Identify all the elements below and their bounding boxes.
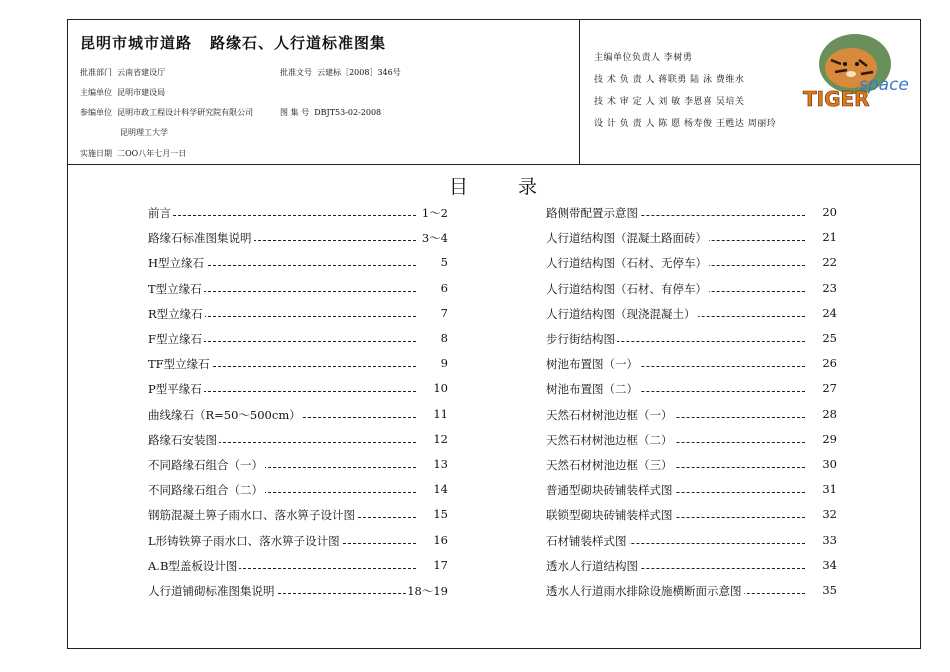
toc-entry	[148, 230, 448, 250]
toc-entry-page: 14	[433, 482, 448, 497]
toc-entry	[148, 583, 448, 603]
title-block	[68, 20, 920, 165]
toc-entry	[148, 205, 448, 225]
toc-entry	[148, 407, 448, 427]
tigerspace-logo	[801, 30, 913, 110]
approval-doc	[280, 67, 401, 78]
title-block-left	[68, 20, 580, 164]
toc-entry	[546, 331, 837, 351]
toc-entry-label: 前言	[148, 206, 171, 220]
toc-entry	[546, 230, 837, 250]
toc-entry-page: 28	[822, 406, 837, 421]
toc-entry-label: 天然石材树池边框（一）	[546, 407, 673, 422]
staff-line-1: 主编单位负责人 李树勇	[594, 53, 693, 63]
approval-dept-value: 云南省建设厅	[117, 68, 166, 77]
toc-entry-label: TF型立缘石	[148, 357, 210, 372]
toc-entry-label: 天然石材树池边框（三）	[546, 458, 673, 472]
toc-entry-label: 人行道铺砌标准图集说明	[148, 584, 275, 598]
toc-entry	[546, 482, 837, 502]
toc-entry-page: 33	[822, 532, 837, 547]
toc-entry-label: 路侧带配置示意图	[546, 206, 638, 220]
toc-entry-label: 路缘石安装图	[148, 432, 217, 447]
effective-date-label: 实施日期	[80, 149, 112, 158]
toc-entry-label: A.B型盖板设计图	[148, 558, 238, 573]
toc-entry-page: 27	[822, 381, 837, 396]
toc-entry-label: 树池布置图（一）	[546, 357, 638, 372]
toc-entry-page: 5	[440, 255, 448, 270]
editor-unit-value: 昆明市建设局	[117, 88, 166, 97]
toc-entry	[546, 407, 837, 427]
approval-doc-label: 批准文号	[280, 68, 312, 77]
atlas-title-part1: 昆明市城市道路	[80, 34, 193, 52]
toc-entry	[546, 583, 837, 603]
toc-entry-page: 8	[440, 331, 448, 345]
toc-entry-page: 21	[822, 230, 837, 245]
effective-date	[80, 148, 186, 159]
drawing-frame	[67, 19, 921, 649]
toc-entry	[546, 306, 837, 326]
toc-entry-label: 曲线缘石（R=50～500cm）	[148, 407, 301, 422]
toc-title-char-2: 录	[518, 176, 540, 198]
logo-text-tiger: TIGER	[803, 87, 870, 110]
toc-entry	[148, 432, 448, 452]
toc-entry-page: 22	[822, 255, 837, 270]
approval-dept	[80, 67, 165, 78]
toc-entry-page: 29	[822, 431, 837, 446]
toc-entry	[546, 205, 837, 225]
toc-entry-page: 20	[822, 205, 837, 219]
toc-entry-label: F型立缘石	[148, 332, 202, 346]
toc-entry-page: 24	[822, 305, 837, 320]
title-block-right	[580, 20, 920, 164]
toc-entry-page: 26	[822, 356, 837, 371]
effective-date-value: 二OO八年七月一日	[117, 149, 187, 158]
atlas-number-label: 图 集 号	[280, 108, 310, 117]
participating-label: 参编单位	[80, 108, 112, 117]
toc-entry	[546, 281, 837, 301]
toc-entry-label: 树池布置图（二）	[546, 382, 638, 397]
toc-entry-page: 10	[433, 381, 448, 396]
toc-entry-label: H型立缘石	[148, 256, 205, 271]
toc-entry	[148, 558, 448, 578]
staff-line-4: 设 计 负 责 人 陈 愿 杨寿俊 王甦达 周丽玲	[594, 119, 777, 129]
participating-unit-2: 昆明理工大学	[120, 128, 168, 137]
toc-entry-label: 人行道结构图（石材、无停车）	[546, 256, 707, 271]
logo-text-space: space	[859, 75, 909, 95]
toc-entry	[148, 457, 448, 477]
toc-entry	[546, 356, 837, 376]
toc-entry-page: 15	[433, 507, 448, 522]
toc-entry-label: 透水人行道雨水排除设施横断面示意图	[546, 584, 742, 598]
toc-entry-label: T型立缘石	[148, 281, 202, 296]
toc-entry-page: 9	[440, 356, 448, 371]
toc-entry-page: 35	[822, 583, 837, 597]
atlas-title-part2: 路缘石、人行道标准图集	[210, 34, 387, 52]
toc-entry-label: 步行街结构图	[546, 332, 615, 346]
toc-entry	[546, 533, 837, 553]
approval-doc-value: 云建标［2008］346号	[317, 68, 401, 77]
toc-entry-page: 25	[822, 331, 837, 345]
toc-entry-page: 17	[433, 557, 448, 572]
toc-entry	[148, 356, 448, 376]
participating-units	[80, 107, 253, 118]
toc-entry-label: 人行道结构图（现浇混凝土）	[546, 306, 696, 321]
toc-entry	[546, 381, 837, 401]
atlas-title	[80, 32, 386, 53]
toc-entry-page: 23	[822, 280, 837, 295]
toc-entry-label: 人行道结构图（混凝土路面砖）	[546, 231, 707, 246]
toc-entry-page: 7	[440, 305, 448, 320]
staff-line-2: 技 术 负 责 人 蒋联勇 陆 泳 费维水	[594, 75, 745, 85]
toc-entry	[546, 255, 837, 275]
toc-entry-label: 普通型砌块砖铺装样式图	[546, 483, 673, 498]
toc-entry-page: 11	[433, 406, 448, 421]
toc-entry	[148, 533, 448, 553]
toc-entry-page: 6	[440, 280, 448, 295]
toc-title-char-1: 目	[448, 176, 470, 198]
toc-entry	[148, 255, 448, 275]
toc-entry-page: 1～2	[421, 206, 448, 220]
toc-entry	[148, 281, 448, 301]
toc-entry-label: 不同路缘石组合（二）	[148, 483, 263, 498]
toc-entry-page: 32	[822, 507, 837, 522]
toc-entry	[148, 381, 448, 401]
toc-entry	[546, 558, 837, 578]
approval-dept-label: 批准部门	[80, 68, 112, 77]
toc-entry	[148, 507, 448, 527]
leader-line	[148, 215, 416, 216]
toc-entry-label: 联锁型砌块砖铺装样式图	[546, 508, 673, 523]
toc-entry-label: 钢筋混凝土箅子雨水口、落水箅子设计图	[148, 508, 355, 523]
toc-entry-label: 人行道结构图（石材、有停车）	[546, 281, 707, 296]
toc-title	[68, 172, 920, 199]
editor-unit	[80, 87, 165, 98]
toc-entry-label: 透水人行道结构图	[546, 558, 638, 573]
editor-unit-label: 主编单位	[80, 88, 112, 97]
toc-entry-label: 天然石材树池边框（二）	[546, 432, 673, 447]
staff-line-3: 技 术 审 定 人 刘 敏 李恩喜 吴培关	[594, 97, 745, 107]
toc-entry-page: 34	[822, 557, 837, 572]
toc-entry-page: 3～4	[421, 231, 448, 246]
atlas-number	[280, 107, 381, 118]
toc-entry-page: 18～19	[407, 584, 448, 598]
toc-entry-label: 不同路缘石组合（一）	[148, 458, 263, 472]
toc-entry-label: L形铸铁箅子雨水口、落水箅子设计图	[148, 533, 340, 548]
toc-entry	[148, 331, 448, 351]
toc-entry-label: 路缘石标准图集说明	[148, 231, 252, 246]
participating-unit-1: 昆明市政工程设计科学研究院有限公司	[117, 108, 254, 117]
toc-entry-page: 12	[433, 431, 448, 446]
atlas-number-value: DBJT53-02-2008	[314, 108, 382, 117]
toc-entry	[546, 432, 837, 452]
toc-entry-label: P型平缘石	[148, 382, 202, 397]
toc-entry-label: 石材铺装样式图	[546, 533, 627, 548]
toc-entry-page: 16	[433, 532, 448, 547]
toc-entry-label: R型立缘石	[148, 306, 203, 321]
toc-entry-page: 13	[433, 457, 448, 471]
toc-entry-page: 31	[822, 482, 837, 497]
toc-entry-page: 30	[822, 457, 837, 471]
toc-entry	[546, 507, 837, 527]
toc-entry	[148, 482, 448, 502]
toc-entry	[546, 457, 837, 477]
toc-entry	[148, 306, 448, 326]
